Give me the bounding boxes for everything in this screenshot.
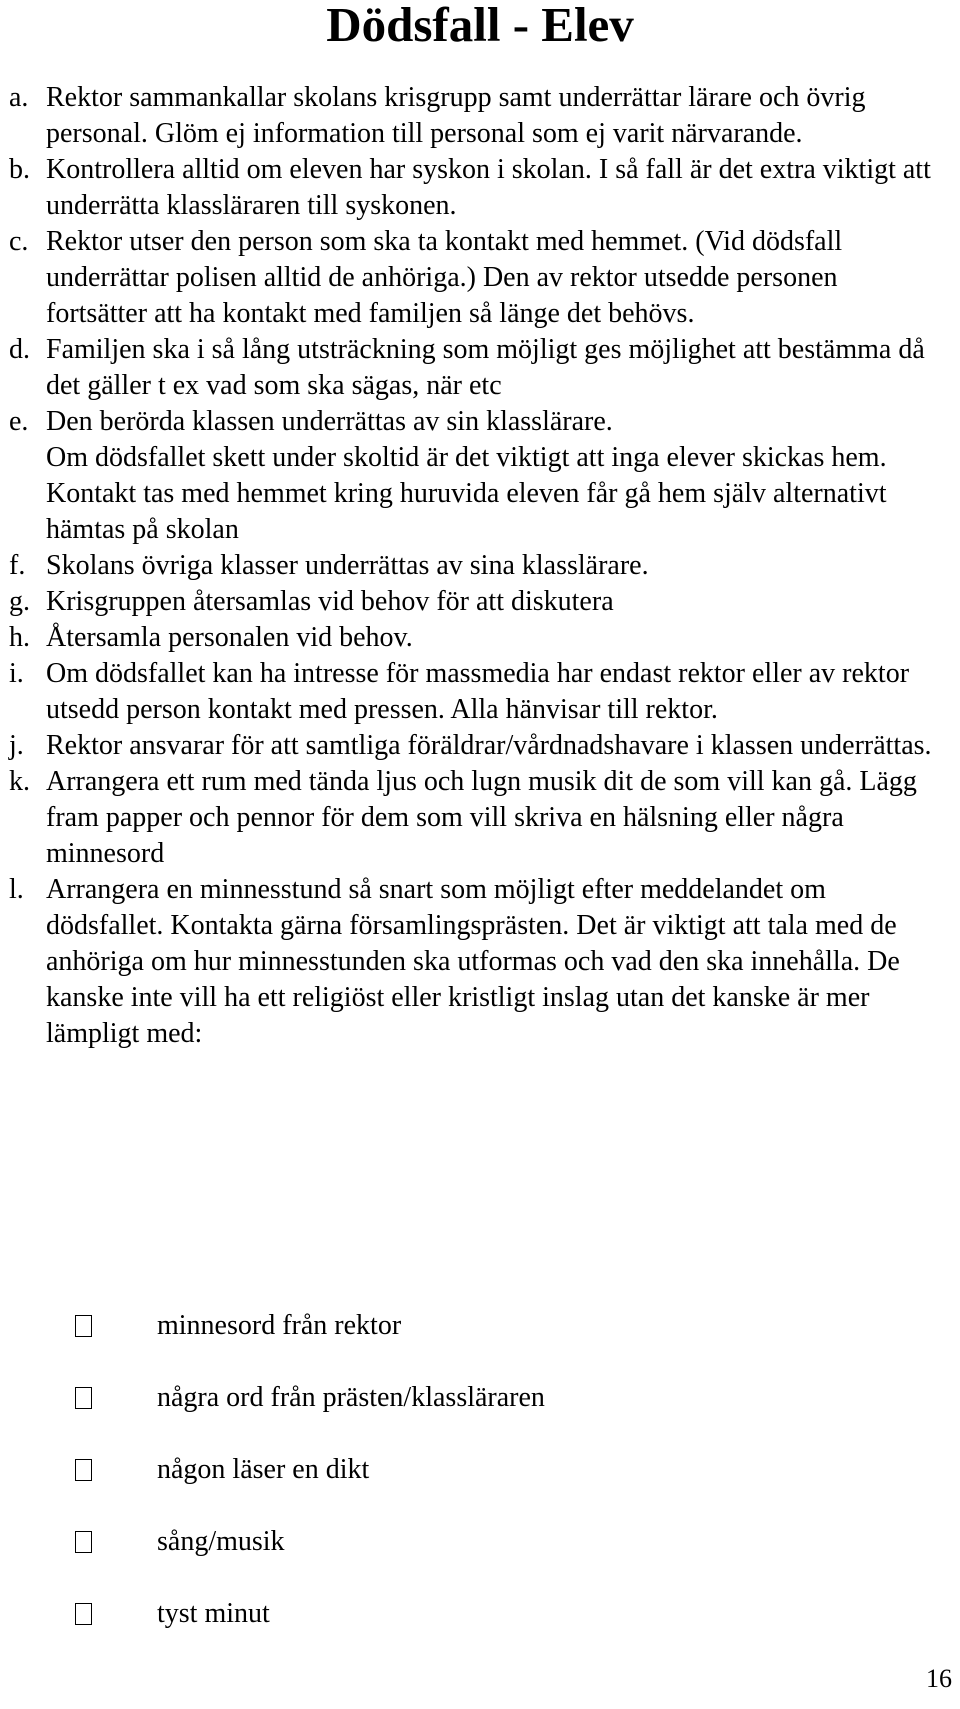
bullet-text: några ord från prästen/klassläraren — [157, 1382, 545, 1413]
item-text: Den berörda klassen underrättas av sin klasslärare. — [46, 406, 613, 437]
bullet-box-icon — [75, 1387, 92, 1409]
item-letter: j. — [9, 730, 24, 761]
list-item-e — [9, 404, 939, 548]
item-text: Arrangera en minnesstund så snart som möjligt efter meddelandet om dödsfallet. Kontakta gärna församlingsprästen. Det är viktigt att tala med de anhöriga om hur minnesstunden ska utformas och vad den ska innehålla. De kanske inte vill ha ett religiöst eller kristligt inslag utan det kanske är mer lämpligt med: — [46, 874, 900, 1049]
list-item-l — [9, 872, 939, 1052]
item-letter: l. — [9, 874, 24, 905]
bullet-item — [75, 1506, 545, 1578]
list-item-f — [9, 548, 939, 584]
bullet-item — [75, 1362, 545, 1434]
item-letter: e. — [9, 406, 29, 437]
item-letter: b. — [9, 154, 30, 185]
item-text: Rektor utser den person som ska ta kontakt med hemmet. (Vid dödsfall underrättar polisen alltid de anhöriga.) Den av rektor utsedde personen fortsätter att ha kontakt med familjen så länge det behövs. — [46, 226, 843, 329]
item-letter: f. — [9, 550, 26, 581]
page-title: Dödsfall - Elev — [326, 0, 634, 52]
bullet-item — [75, 1290, 545, 1362]
bullet-text: någon läser en dikt — [157, 1454, 370, 1485]
item-text: Kontrollera alltid om eleven har syskon i skolan. I så fall är det extra viktigt att underrätta klassläraren till syskonen. — [46, 154, 931, 221]
list-item-j — [9, 728, 939, 764]
item-text: Arrangera ett rum med tända ljus och lugn musik dit de som vill kan gå. Lägg fram papper och pennor för dem som vill skriva en hälsning eller några minnesord — [46, 766, 917, 869]
bullet-box-icon — [75, 1315, 92, 1337]
item-letter: k. — [9, 766, 30, 797]
item-letter: h. — [9, 622, 30, 653]
item-text: Familjen ska i så lång utsträckning som möjligt ges möjlighet att bestämma då det gäller t ex vad som ska sägas, när etc — [46, 334, 925, 401]
bullet-item — [75, 1578, 545, 1650]
instruction-list — [9, 80, 939, 1052]
item-letter: g. — [9, 586, 30, 617]
item-letter: i. — [9, 658, 24, 689]
bullet-box-icon — [75, 1603, 92, 1625]
list-item-a — [9, 80, 939, 152]
item-text-group — [46, 404, 939, 548]
list-item-c — [9, 224, 939, 332]
bullet-list — [75, 1290, 545, 1650]
item-text: Skolans övriga klasser underrättas av sina klasslärare. — [46, 550, 649, 581]
item-letter: c. — [9, 226, 29, 257]
bullet-item — [75, 1434, 545, 1506]
item-text: Rektor ansvarar för att samtliga föräldrar/vårdnadshavare i klassen underrättas. — [46, 730, 932, 761]
page-number: 16 — [926, 1664, 952, 1693]
bullet-text: minnesord från rektor — [157, 1310, 402, 1341]
bullet-box-icon — [75, 1459, 92, 1481]
list-item-i — [9, 656, 939, 728]
list-item-h — [9, 620, 939, 656]
item-letter: a. — [9, 82, 29, 113]
bullet-text: sång/musik — [157, 1526, 285, 1557]
item-text-extra: Om dödsfallet skett under skoltid är det viktigt att inga elever skickas hem. Kontakt tas med hemmet kring huruvida eleven får gå hem själv alternativt hämtas på skolan — [46, 442, 887, 545]
item-text: Återsamla personalen vid behov. — [46, 622, 413, 653]
list-item-g — [9, 584, 939, 620]
list-item-k — [9, 764, 939, 872]
list-item-b — [9, 152, 939, 224]
bullet-text: tyst minut — [157, 1598, 270, 1629]
item-letter: d. — [9, 334, 30, 365]
item-text: Om dödsfallet kan ha intresse för massmedia har endast rektor eller av rektor utsedd person kontakt med pressen. Alla hänvisar till rektor. — [46, 658, 910, 725]
item-text: Krisgruppen återsamlas vid behov för att diskutera — [46, 586, 614, 617]
list-item-d — [9, 332, 939, 404]
bullet-box-icon — [75, 1531, 92, 1553]
item-text: Rektor sammankallar skolans krisgrupp samt underrättar lärare och övrig personal. Glöm ej information till personal som ej varit närvarande. — [46, 82, 866, 149]
